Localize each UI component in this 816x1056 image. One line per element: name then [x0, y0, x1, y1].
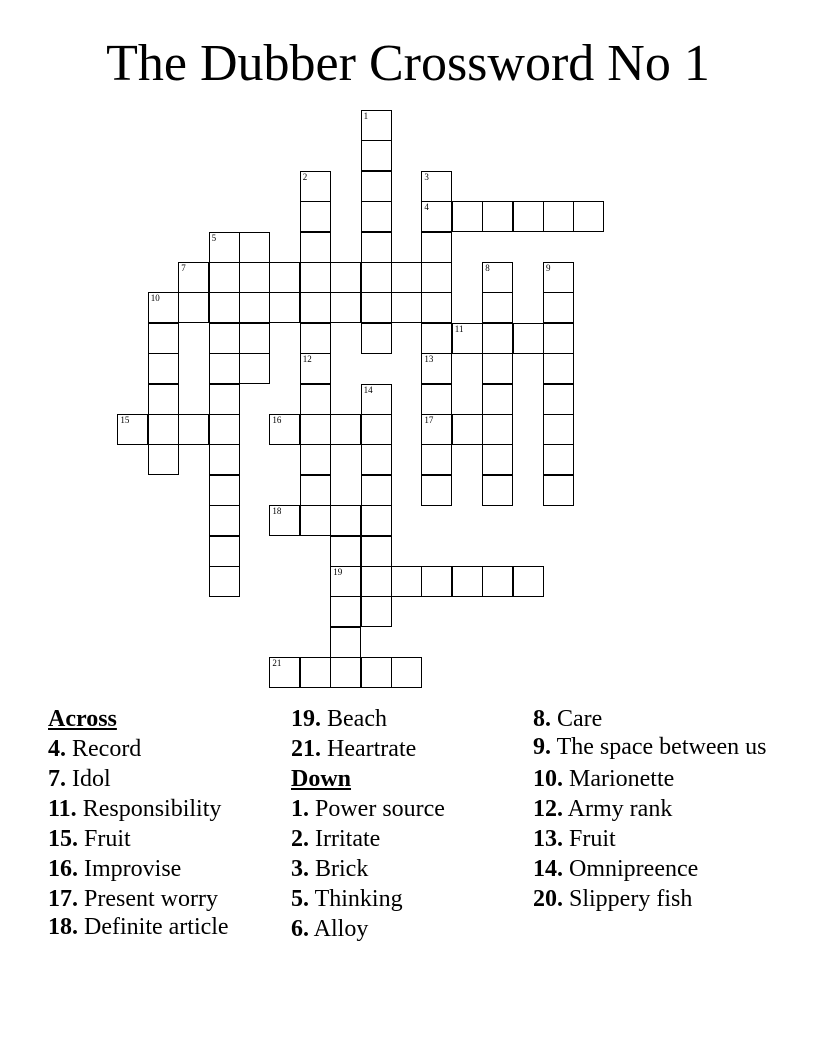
grid-cell[interactable]	[209, 536, 240, 567]
clue-number: 16	[272, 415, 282, 425]
clue-item	[291, 734, 531, 764]
clue-item-text: Improvise	[78, 856, 182, 882]
clue-item-number: 13.	[533, 826, 563, 852]
clue-item-number: 1.	[291, 796, 309, 822]
clue-column-1	[48, 704, 288, 944]
clue-item-number: 17.	[48, 886, 78, 912]
grid-cell[interactable]	[543, 323, 574, 354]
across-clues-continued	[291, 704, 531, 764]
clue-item-text: Present worry	[78, 886, 218, 912]
grid-cell[interactable]	[421, 292, 452, 323]
clue-item-number: 9.	[533, 734, 551, 760]
grid-cell[interactable]	[421, 384, 452, 415]
clue-item-text: Record	[66, 736, 142, 762]
grid-cell[interactable]	[239, 323, 270, 354]
clue-number: 18	[272, 506, 282, 517]
clue-item	[533, 794, 773, 824]
grid-cell[interactable]	[148, 444, 179, 475]
grid-cell[interactable]	[330, 262, 361, 293]
clue-item	[533, 704, 773, 734]
grid-cell[interactable]	[148, 292, 179, 323]
clue-item-number: 11.	[48, 796, 77, 822]
grid-cell[interactable]	[361, 566, 392, 597]
clue-item-text: Army rank	[563, 796, 673, 822]
clue-item	[533, 764, 773, 794]
grid-cell[interactable]	[391, 657, 422, 688]
clue-item-number: 7.	[48, 766, 66, 792]
grid-cell[interactable]	[543, 444, 574, 475]
clue-item	[533, 824, 773, 854]
grid-cell[interactable]	[573, 201, 604, 232]
clue-item-text: Power source	[309, 796, 445, 822]
grid-cell[interactable]	[178, 262, 209, 293]
grid-cell[interactable]	[239, 292, 270, 323]
grid-cell[interactable]	[543, 475, 574, 506]
grid-cell[interactable]	[209, 232, 240, 263]
clue-item	[533, 884, 773, 914]
grid-cell[interactable]	[300, 201, 331, 232]
clue-item-number: 6.	[291, 916, 309, 942]
grid-cell[interactable]	[513, 201, 544, 232]
clue-item	[291, 704, 531, 734]
clue-item	[48, 854, 288, 884]
clue-number: 7	[181, 263, 186, 273]
grid-cell[interactable]	[361, 110, 392, 141]
clue-item	[291, 824, 531, 854]
grid-cell[interactable]	[543, 201, 574, 232]
clue-item	[291, 794, 531, 824]
grid-cell[interactable]	[209, 505, 240, 536]
grid-cell[interactable]	[209, 414, 240, 445]
grid-cell[interactable]	[361, 292, 392, 323]
grid-cell[interactable]	[300, 262, 331, 293]
grid-cell[interactable]	[148, 353, 179, 384]
grid-cell[interactable]	[209, 475, 240, 506]
grid-cell[interactable]	[148, 384, 179, 415]
grid-cell[interactable]	[421, 444, 452, 475]
grid-cell[interactable]	[209, 444, 240, 475]
clue-item	[291, 884, 531, 914]
clue-item-text: Care	[551, 706, 603, 732]
clue-number: 3	[424, 171, 429, 182]
grid-cell[interactable]	[361, 232, 392, 263]
clue-number: 21	[272, 658, 282, 669]
clue-number: 10	[150, 293, 160, 304]
clue-item	[533, 854, 773, 884]
grid-cell[interactable]	[239, 353, 270, 384]
grid-cell[interactable]	[421, 353, 452, 384]
grid-cell[interactable]	[330, 566, 361, 597]
page-title: The Dubber Crossword No 1	[106, 35, 710, 92]
grid-cell[interactable]	[300, 232, 331, 263]
clue-item-number: 14.	[533, 856, 563, 882]
clue-item	[291, 914, 531, 944]
grid-cell[interactable]	[269, 292, 300, 323]
grid-cell[interactable]	[330, 657, 361, 688]
clue-item-number: 18.	[48, 914, 78, 940]
grid-cell[interactable]	[482, 262, 513, 293]
clue-item-text: Omnipreence	[563, 856, 699, 882]
clue-number: 14	[363, 384, 373, 395]
down-header: Down	[291, 766, 352, 792]
clue-item-text: Beach	[321, 706, 387, 732]
grid-cell[interactable]	[209, 323, 240, 354]
grid-cell[interactable]	[361, 171, 392, 202]
clue-item-text: Irritate	[309, 826, 381, 852]
clue-item-number: 16.	[48, 856, 78, 882]
grid-cell[interactable]	[239, 262, 270, 293]
clue-item	[48, 824, 288, 854]
grid-cell[interactable]	[543, 353, 574, 384]
grid-cell[interactable]	[148, 323, 179, 354]
grid-cell[interactable]	[330, 292, 361, 323]
grid-cell[interactable]	[482, 323, 513, 354]
grid-cell[interactable]	[361, 140, 392, 171]
grid-cell[interactable]	[300, 475, 331, 506]
clue-item	[291, 854, 531, 884]
clue-item-text: Definite article	[78, 914, 229, 940]
grid-cell[interactable]	[330, 536, 361, 567]
grid-cell[interactable]	[209, 566, 240, 597]
grid-cell[interactable]	[452, 414, 483, 445]
grid-cell[interactable]	[330, 596, 361, 627]
grid-cell[interactable]	[209, 292, 240, 323]
grid-cell[interactable]	[300, 171, 331, 202]
grid-cell[interactable]	[482, 414, 513, 445]
grid-cell[interactable]	[361, 201, 392, 232]
down-clues	[291, 794, 531, 944]
clue-number: 11	[454, 323, 464, 334]
clue-item	[48, 734, 288, 764]
grid-cell[interactable]	[482, 201, 513, 232]
clue-item-number: 12.	[533, 796, 563, 822]
grid-cell[interactable]	[330, 505, 361, 536]
clue-item-text: Idol	[66, 766, 111, 792]
grid-cell[interactable]	[209, 384, 240, 415]
clue-column-2	[291, 704, 531, 944]
grid-cell[interactable]	[421, 171, 452, 202]
clue-number: 13	[424, 354, 434, 365]
clue-item-number: 19.	[291, 706, 321, 732]
grid-cell[interactable]	[361, 657, 392, 688]
clue-item-text: Alloy	[309, 916, 369, 942]
grid-cell[interactable]	[361, 444, 392, 475]
grid-cell[interactable]	[209, 353, 240, 384]
grid-cell[interactable]	[452, 323, 483, 354]
grid-cell[interactable]	[482, 353, 513, 384]
grid-cell[interactable]	[421, 414, 452, 445]
grid-cell[interactable]	[269, 505, 300, 536]
clue-item	[48, 884, 288, 914]
clue-item	[48, 764, 288, 794]
grid-cell[interactable]	[300, 384, 331, 415]
clue-number: 4	[424, 202, 429, 213]
clue-number: 19	[333, 567, 343, 577]
clue-number: 5	[211, 232, 217, 243]
grid-cell[interactable]	[269, 262, 300, 293]
grid-cell[interactable]	[452, 201, 483, 232]
grid-cell[interactable]	[452, 566, 483, 597]
grid-cell[interactable]	[513, 323, 544, 354]
grid-cell[interactable]	[391, 292, 422, 323]
grid-cell[interactable]	[361, 475, 392, 506]
grid-cell[interactable]	[513, 566, 544, 597]
grid-cell[interactable]	[300, 505, 331, 536]
clue-number: 12	[302, 354, 312, 365]
grid-cell[interactable]	[421, 323, 452, 354]
grid-cell[interactable]	[543, 262, 574, 293]
clue-item-text: The space between us	[551, 734, 767, 760]
clue-item-number: 4.	[48, 736, 66, 762]
clue-item-number: 8.	[533, 706, 551, 732]
clue-item-text: Heartrate	[321, 736, 417, 762]
grid-cell[interactable]	[543, 292, 574, 323]
grid-cell[interactable]	[391, 262, 422, 293]
clue-item-number: 10.	[533, 766, 563, 792]
clue-number: 8	[485, 263, 490, 273]
grid-cell[interactable]	[421, 201, 452, 232]
grid-cell[interactable]	[543, 384, 574, 415]
grid-cell[interactable]	[421, 262, 452, 293]
clue-item-text: Brick	[309, 856, 369, 882]
grid-cell[interactable]	[300, 444, 331, 475]
clue-item	[533, 734, 773, 760]
clue-item-text: Slippery fish	[563, 886, 693, 912]
grid-cell[interactable]	[269, 657, 300, 688]
clue-item-number: 5.	[291, 886, 309, 912]
grid-cell[interactable]	[300, 353, 331, 384]
grid-cell[interactable]	[482, 444, 513, 475]
grid-cell[interactable]	[178, 292, 209, 323]
grid-cell[interactable]	[421, 475, 452, 506]
grid-cell[interactable]	[148, 414, 179, 445]
grid-cell[interactable]	[482, 292, 513, 323]
grid-cell[interactable]	[361, 505, 392, 536]
grid-cell[interactable]	[330, 627, 361, 658]
grid-cell[interactable]	[239, 232, 270, 263]
grid-cell[interactable]	[361, 323, 392, 354]
grid-cell[interactable]	[421, 566, 452, 597]
grid-cell[interactable]	[391, 566, 422, 597]
grid-cell[interactable]	[300, 292, 331, 323]
clue-item-text: Marionette	[563, 766, 675, 792]
clue-item-number: 20.	[533, 886, 563, 912]
grid-cell[interactable]	[117, 414, 148, 445]
grid-cell[interactable]	[300, 414, 331, 445]
clue-item-text: Fruit	[78, 826, 131, 852]
clue-item-text: Fruit	[563, 826, 616, 852]
grid-cell[interactable]	[361, 536, 392, 567]
clue-item-text: Responsibility	[76, 796, 222, 822]
clue-number: 17	[424, 415, 434, 425]
grid-cell[interactable]	[482, 384, 513, 415]
grid-cell[interactable]	[361, 384, 392, 415]
across-header: Across	[48, 706, 117, 732]
grid-cell[interactable]	[543, 414, 574, 445]
clue-item	[48, 914, 288, 940]
clue-item-number: 3.	[291, 856, 309, 882]
clue-item	[48, 794, 288, 824]
grid-cell[interactable]	[361, 596, 392, 627]
clue-column-3	[533, 704, 773, 914]
clue-number: 15	[120, 415, 130, 425]
grid-cell[interactable]	[421, 232, 452, 263]
grid-cell[interactable]	[482, 566, 513, 597]
grid-cell[interactable]	[361, 262, 392, 293]
grid-cell[interactable]	[178, 414, 209, 445]
clue-item-text: Thinking	[309, 886, 403, 912]
clue-number: 1	[363, 111, 369, 121]
clue-item-number: 21.	[291, 736, 321, 762]
grid-cell[interactable]	[482, 475, 513, 506]
grid-cell[interactable]	[269, 414, 300, 445]
clue-item-number: 15.	[48, 826, 78, 852]
grid-cell[interactable]	[361, 414, 392, 445]
clue-number: 9	[546, 263, 551, 273]
clue-item-number: 2.	[291, 826, 309, 852]
clue-number: 2	[302, 171, 308, 182]
grid-cell[interactable]	[300, 323, 331, 354]
grid-cell[interactable]	[330, 414, 361, 445]
grid-cell[interactable]	[300, 657, 331, 688]
grid-cell[interactable]	[209, 262, 240, 293]
